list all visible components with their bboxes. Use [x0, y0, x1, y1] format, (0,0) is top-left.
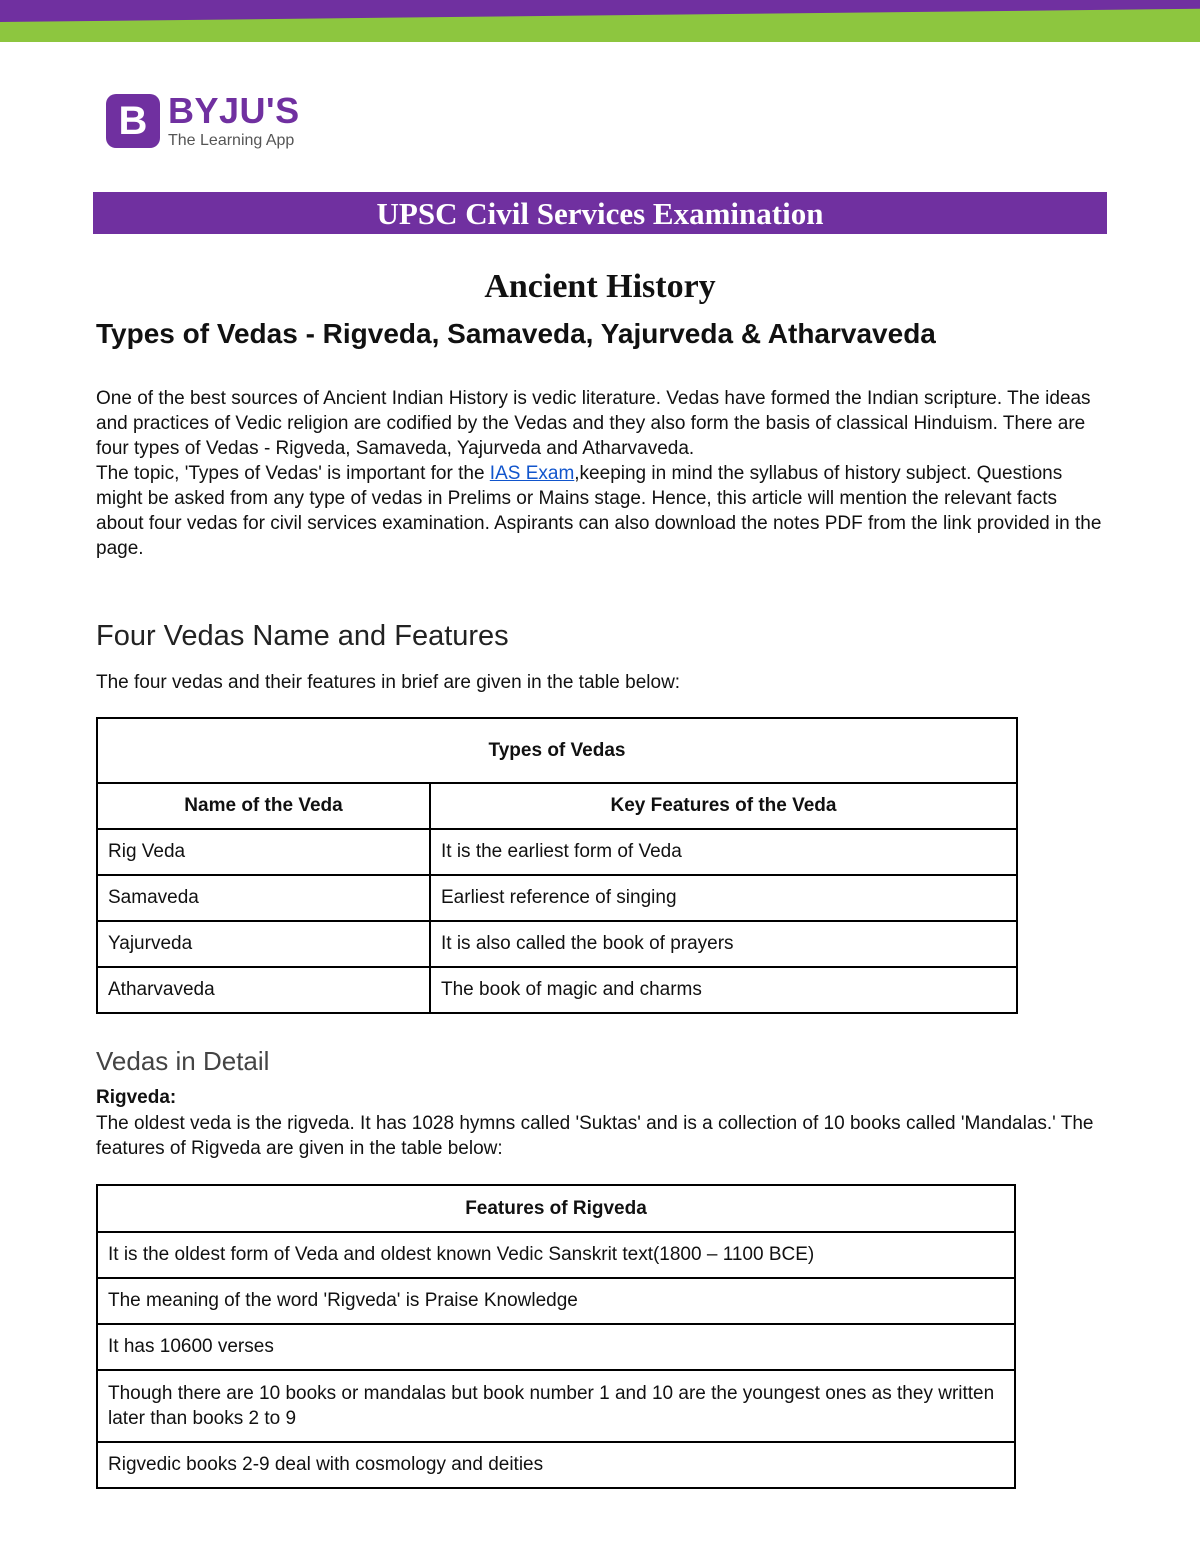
- table-row: [97, 921, 1017, 967]
- veda-name-cell: Rig Veda: [97, 829, 430, 875]
- table-caption: Types of Vedas: [97, 718, 1017, 783]
- rigveda-label: Rigveda:: [96, 1087, 177, 1108]
- logo-tagline: The Learning App: [168, 132, 295, 149]
- veda-feature-cell: It is also called the book of prayers: [430, 921, 1017, 967]
- table-header-name: Name of the Veda: [97, 783, 430, 829]
- table-caption: Features of Rigveda: [97, 1185, 1015, 1232]
- rigveda-feature-cell: Though there are 10 books or mandalas but book number 1 and 10 are the youngest ones as they written later than books 2 to 9: [97, 1370, 1015, 1442]
- logo-mark-icon: B: [106, 94, 160, 148]
- ias-exam-link[interactable]: IAS Exam: [489, 463, 575, 484]
- logo-name: BYJU'S: [168, 90, 300, 131]
- table-row: [97, 1232, 1015, 1278]
- table-row: [97, 875, 1017, 921]
- table-row: [97, 967, 1017, 1013]
- intro-paragraph-2: [96, 461, 1106, 561]
- rigveda-feature-cell: It has 10600 verses: [97, 1324, 1015, 1370]
- veda-feature-cell: Earliest reference of singing: [430, 875, 1017, 921]
- table-row: [97, 1324, 1015, 1370]
- rigveda-features-table: [96, 1184, 1016, 1489]
- rigveda-feature-cell: The meaning of the word 'Rigveda' is Praise Knowledge: [97, 1278, 1015, 1324]
- veda-name-cell: Yajurveda: [97, 921, 430, 967]
- rigveda-feature-cell: It is the oldest form of Veda and oldest known Vedic Sanskrit text(1800 – 1100 BCE): [97, 1232, 1015, 1278]
- table-row: [97, 1278, 1015, 1324]
- section-title: Ancient History: [484, 268, 716, 305]
- vedas-detail-heading: Vedas in Detail: [96, 1046, 270, 1076]
- table-header-features: Key Features of the Veda: [430, 783, 1017, 829]
- article-title: Types of Vedas - Rigveda, Samaveda, Yajurveda & Atharvaveda: [96, 318, 936, 349]
- intro-paragraph-2-end: ,keeping in mind the syllabus of history subject. Questions might be asked from any type of vedas in Prelims or Mains stage. Hence, this article will mention the relevant facts about four vedas for civil services examination. Aspirants can also download the notes PDF from the link provided in the page.: [96, 463, 1102, 559]
- intro-paragraph-1: One of the best sources of Ancient Indian History is vedic literature. Vedas have formed the Indian scripture. The ideas and practices of Vedic religion are codified by the Vedas and they also form the basis of classical Hinduism. There are four types of Vedas - Rigveda, Samaveda, Yajurveda and Atharvaveda.: [96, 388, 1091, 459]
- exam-banner: UPSC Civil Services Examination: [93, 192, 1107, 234]
- four-vedas-intro: The four vedas and their features in brief are given in the table below:: [96, 672, 681, 693]
- table-row: [97, 1370, 1015, 1442]
- veda-feature-cell: The book of magic and charms: [430, 967, 1017, 1013]
- table-row: [97, 1442, 1015, 1488]
- four-vedas-heading: Four Vedas Name and Features: [96, 620, 509, 652]
- table-row: [97, 829, 1017, 875]
- veda-name-cell: Samaveda: [97, 875, 430, 921]
- rigveda-feature-cell: Rigvedic books 2-9 deal with cosmology and deities: [97, 1442, 1015, 1488]
- types-of-vedas-table: [96, 717, 1018, 1014]
- rigveda-text: The oldest veda is the rigveda. It has 1028 hymns called 'Suktas' and is a collection of 10 books called 'Mandalas.' The features of Rigveda are given in the table below:: [96, 1113, 1094, 1159]
- veda-feature-cell: It is the earliest form of Veda: [430, 829, 1017, 875]
- intro-paragraph-2-start: The topic, 'Types of Vedas' is important for the: [96, 463, 490, 484]
- veda-name-cell: Atharvaveda: [97, 967, 430, 1013]
- intro-text: [96, 386, 1106, 561]
